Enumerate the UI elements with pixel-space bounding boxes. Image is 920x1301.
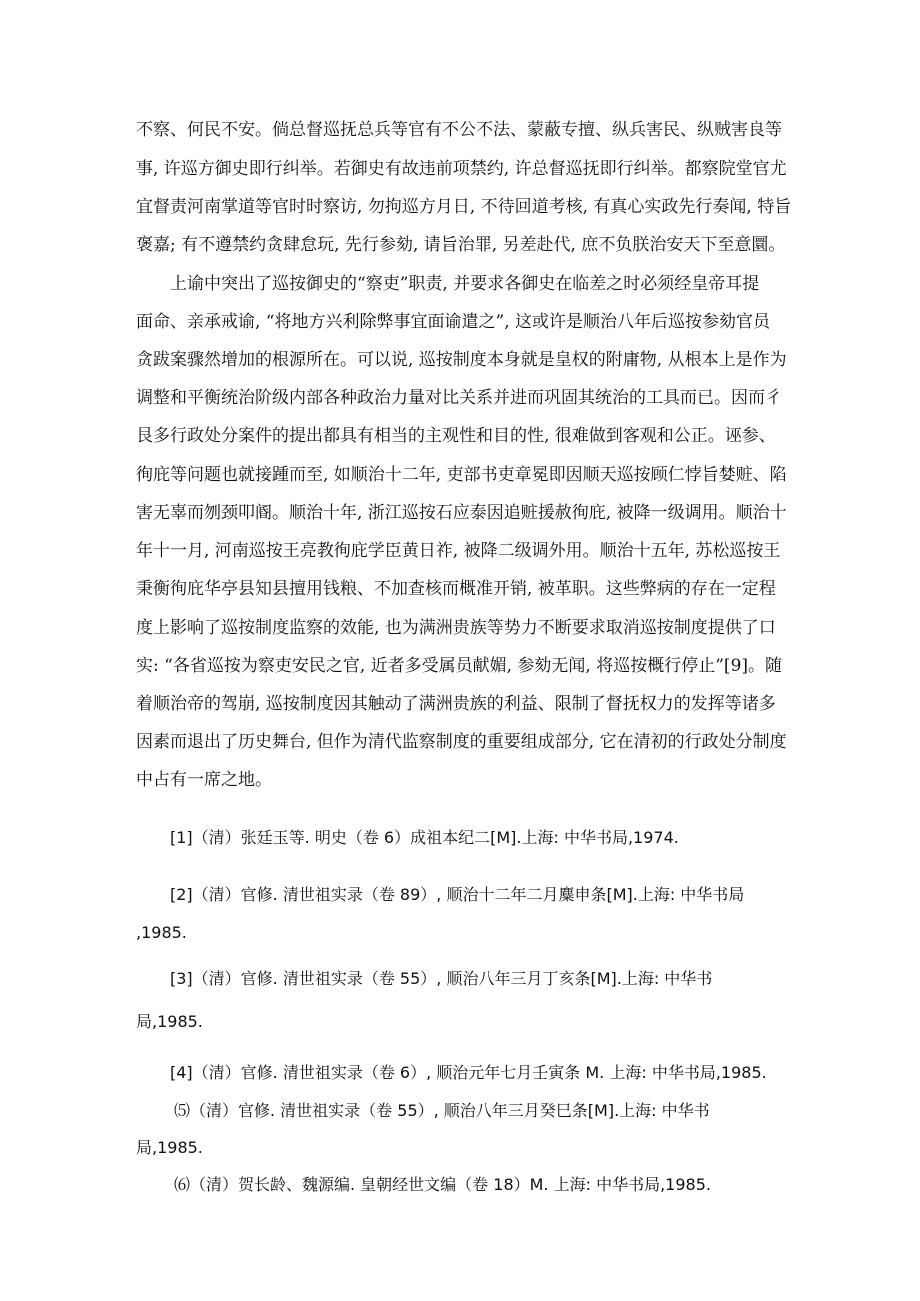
reference-3-continued: 局,1985. [136, 1012, 203, 1031]
paragraph-1-line: 褒嘉; 有不遵禁约贪肆怠玩, 先行参劾, 请旨治罪, 另差赴代, 庶不负朕治安天下至意圜。 [136, 235, 786, 255]
paragraph-2-line: 中占有一席之地。 [136, 770, 272, 790]
paragraph-2-line: 着顺治帝的驾崩, 巡按制度因其触动了满洲贵族的利益、限制了督抚权力的发挥等诸多 [136, 694, 776, 714]
paragraph-1-line: 宜督责河南掌道等官时时察访, 勿拘巡方月日, 不待回道考核, 有真心实政先行奏闻, 特旨 [136, 197, 792, 217]
reference-5-continued: 局,1985. [136, 1138, 203, 1157]
paragraph-2-line: 秉衡徇庇华亭县知县擅用钱粮、不加查核而概准开销, 被革职。这些弊病的存在一定程 [136, 579, 776, 599]
paragraph-1-line: 事, 许巡方御史即行纠举。若御史有故违前项禁约, 许总督巡抚即行纠举。都察院堂官尤 [136, 159, 787, 179]
paragraph-2-line: 因素而退出了历史舞台, 但作为清代监察制度的重要组成部分, 它在清初的行政处分制度 [136, 732, 787, 752]
paragraph-2-line: 害无辜而刎颈叩阍。顺治十年, 浙江巡按石应泰因追赃援赦徇庇, 被降一级调用。顺治十 [136, 503, 787, 523]
paragraph-2-line: 艮多行政处分案件的提出都具有相当的主观性和目的性, 很难做到客观和公正。诬参、 [136, 426, 776, 446]
paragraph-2-line: 面命、亲承戒谕, “将地方兴利除弊事宜面谕遣之”, 这或许是顺治八年后巡按参劾官员 [136, 312, 770, 332]
paragraph-2-line: 实: “各省巡按为察吏安民之官, 近者多受属员献媚, 参劾无闻, 将巡按概行停止”[9]。随 [136, 656, 783, 676]
reference-3: [3]（清）官修. 清世祖实录（卷 55）, 顺治八年三月丁亥条[M].上海: 中华书 [170, 969, 713, 988]
reference-4: [4]（清）官修. 清世祖实录（卷 6）, 顺治元年七月壬寅条 M. 上海: 中华书局,1985. [170, 1063, 767, 1082]
paragraph-2-line: 徇庇等问题也就接踵而至, 如顺治十二年, 吏部书吏章冕即因顺天巡按顾仁悖旨婪赃、陷 [136, 465, 787, 485]
paragraph-2-line: 年十一月, 河南巡按王亮教徇庇学臣黄日祚, 被降二级调外用。顺治十五年, 苏松巡按王 [136, 541, 781, 561]
reference-2: [2]（清）官修. 清世祖实录（卷 89）, 顺治十二年二月麋申条[M].上海: 中华书局 [170, 885, 745, 904]
reference-1: [1]（清）张廷玉等. 明史（卷 6）成祖本纪二[M].上海: 中华书局,1974. [170, 828, 679, 847]
paragraph-1-line: 不察、何民不安。倘总督巡抚总兵等官有不公不法、蒙蔽专擅、纵兵害民、纵贼害良等 [136, 120, 782, 140]
reference-2-continued: ,1985. [136, 923, 187, 942]
paragraph-2-line: 调整和平衡统治阶级内部各种政治力量对比关系并进而巩固其统治的工具而已。因而彳 [136, 388, 782, 408]
reference-5: ⑸（清）官修. 清世祖实录（卷 55）, 顺治八年三月癸巳条[M].上海: 中华书 [174, 1101, 710, 1120]
reference-6: ⑹（清）贺长龄、魏源编. 皇朝经世文编（卷 18）M. 上海: 中华书局,1985. [174, 1175, 711, 1194]
paragraph-2-line: 上谕中突出了巡按御史的“察吏”职责, 并要求各御史在临差之时必须经皇帝耳提 [170, 274, 760, 294]
paragraph-2-line: 贪跋案骤然增加的根源所在。可以说, 巡按制度本身就是皇权的附庸物, 从根本上是作为 [136, 350, 787, 370]
paragraph-2-line: 度上影响了巡按制度监察的效能, 也为满洲贵族等势力不断要求取消巡按制度提供了口 [136, 618, 776, 638]
